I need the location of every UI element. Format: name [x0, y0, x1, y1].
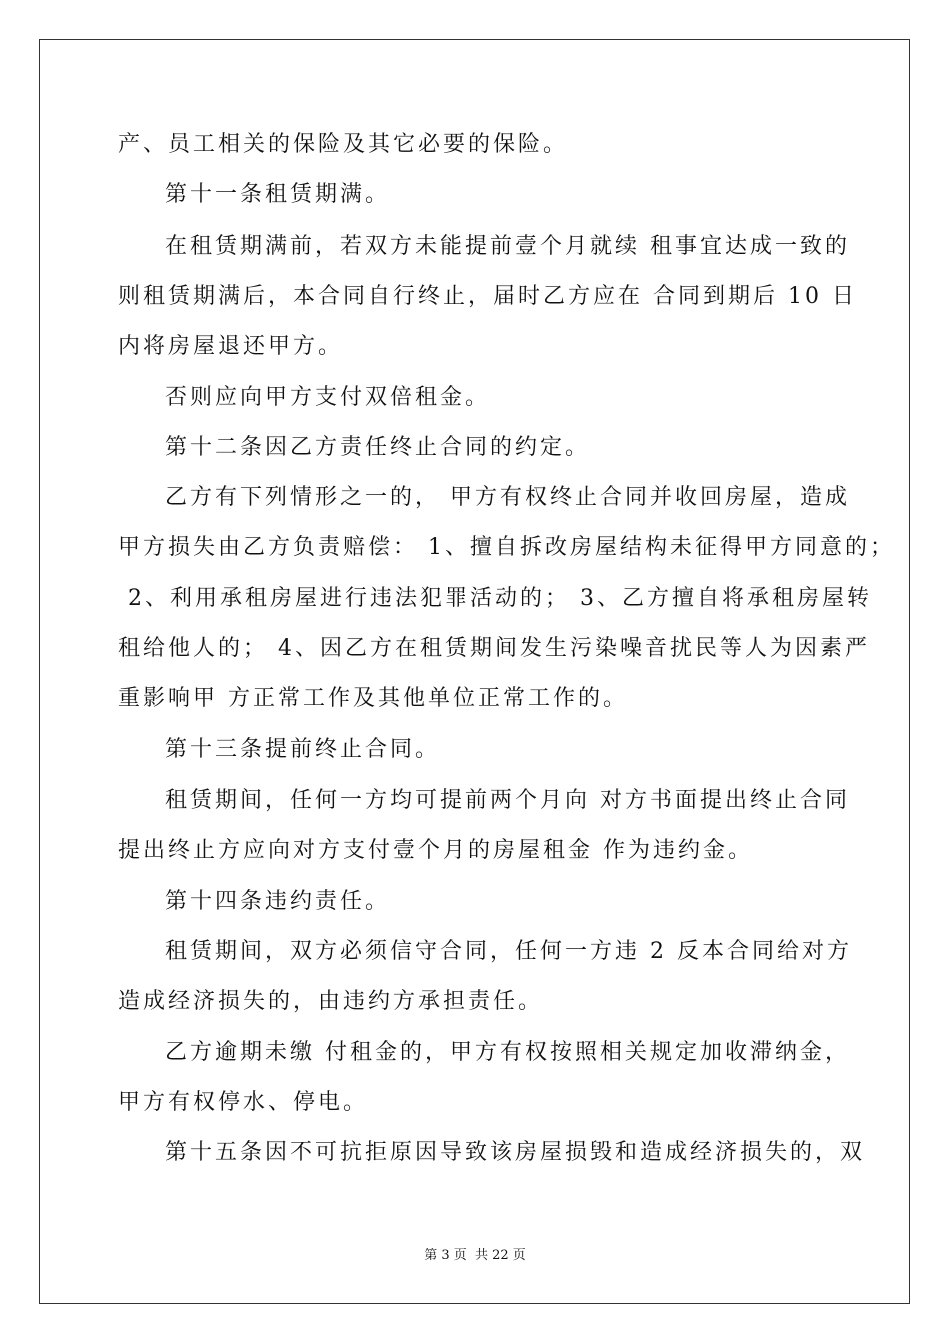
text-line: 产、员工相关的保险及其它必要的保险。: [118, 132, 569, 157]
text-line: 提出终止方应向对方支付壹个月的房屋租金 作为违约金。: [118, 838, 753, 863]
text-line: 第十二条因乙方责任终止合同的约定。: [165, 435, 591, 460]
text-line: 租赁期间，双方必须信守合同，任何一方违 2 反本合同给对方: [165, 939, 852, 964]
text-line: 乙方逾期未缴 付租金的，甲方有权按照相关规定加收滞纳金，: [165, 1040, 850, 1065]
text-line: 否则应向甲方支付双倍租金。: [165, 385, 491, 410]
text-line: 第十三条提前终止合同。: [165, 737, 441, 762]
text-line: 重影响甲 方正常工作及其他单位正常工作的。: [118, 686, 628, 711]
page-number-footer: 第 3 页 共 22 页: [424, 1248, 526, 1263]
text-line: 造成经济损失的，由违约方承担责任。: [118, 989, 544, 1014]
text-line: 2、利用承租房屋进行违法犯罪活动的； 3、乙方擅自将承租房屋转: [118, 586, 872, 611]
text-line: 租赁期间，任何一方均可提前两个月向 对方书面提出终止合同: [165, 788, 850, 813]
text-line: 租给他人的； 4、因乙方在租赁期间发生污染噪音扰民等人为因素严: [118, 636, 870, 661]
text-line: 甲方损失由乙方负责赔偿： 1、擅自拆改房屋结构未征得甲方同意的；: [118, 535, 895, 560]
text-line: 内将房屋退还甲方。: [118, 334, 344, 359]
text-line: 则租赁期满后，本合同自行终止，届时乙方应在 合同到期后 10 日: [118, 284, 857, 309]
text-line: 第十一条租赁期满。: [165, 182, 391, 207]
text-line: 乙方有下列情形之一的， 甲方有权终止合同并收回房屋，造成: [165, 485, 850, 510]
text-line: 第十五条因不可抗拒原因导致该房屋损毁和造成经济损失的，双: [165, 1140, 866, 1165]
text-line: 在租赁期满前，若双方未能提前壹个月就续 租事宜达成一致的: [165, 234, 850, 259]
text-line: 第十四条违约责任。: [165, 889, 391, 914]
text-line: 甲方有权停水、停电。: [118, 1090, 369, 1115]
